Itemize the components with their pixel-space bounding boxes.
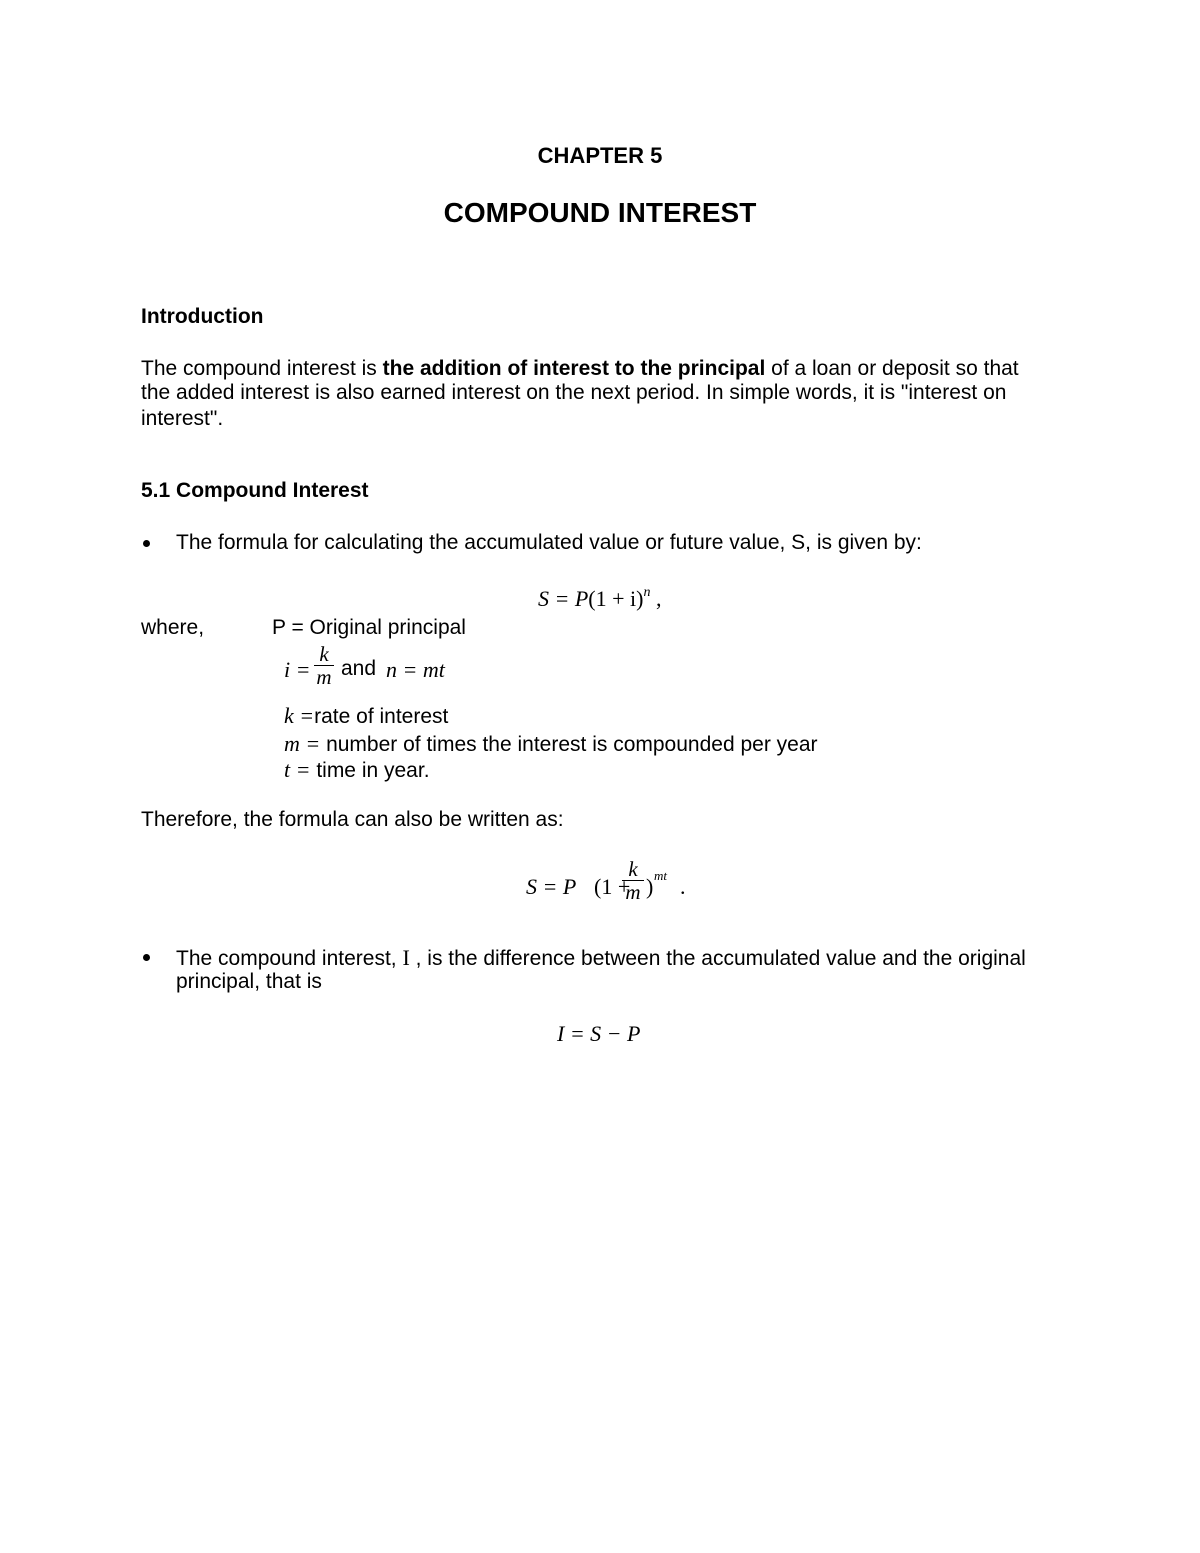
formula-2-tail: . [680, 874, 686, 899]
intro-line-1 [141, 357, 1019, 381]
def-principal: P = Original principal [272, 616, 466, 639]
formula-2-exponent: mt [654, 868, 667, 883]
bullet-1-text: The formula for calculating the accumulated value or future value, S, is given by: [176, 531, 922, 554]
formula-2-lhs: S = P [526, 874, 577, 899]
formula-interest: I = S − P [557, 1021, 641, 1046]
def-m [284, 731, 818, 757]
bullet-icon [143, 540, 150, 547]
k-symbol: k = [284, 703, 315, 728]
bullet-2-line-1 [176, 945, 1026, 971]
formula-2-fraction [622, 858, 644, 903]
and-word: and [341, 657, 377, 680]
formula-accumulated-value [538, 586, 661, 612]
bullet-2-text-a: The compound interest, [176, 947, 397, 970]
bullet-2-text-b: , is the difference between the accumulated value and the original [415, 947, 1026, 970]
page-title: COMPOUND INTEREST [443, 197, 757, 228]
where-label: where, [141, 616, 205, 639]
bullet-icon [143, 954, 150, 961]
I-symbol: I [402, 945, 410, 970]
formula-1-lhs: S = P [538, 586, 589, 611]
intro-text-bold: the addition of interest to the principal [382, 357, 766, 380]
formula-1-tail: , [655, 586, 662, 611]
formula-1-exponent: n [643, 585, 651, 600]
i-symbol: i = [284, 657, 311, 682]
fraction-k-over-m [314, 643, 334, 688]
def-k [284, 703, 448, 729]
fraction-numerator: k [319, 642, 329, 666]
formula-2-close: ) [646, 874, 654, 899]
fraction-denominator: m [316, 665, 332, 689]
formula-compound-expanded [526, 856, 696, 916]
formula-2-numerator: k [628, 857, 638, 881]
intro-line-3: interest". [141, 407, 224, 430]
therefore-text: Therefore, the formula can also be written as: [141, 808, 564, 831]
intro-text-b: of a loan or deposit so that [765, 357, 1019, 380]
def-k-text: rate of interest [314, 705, 449, 728]
formula-1-paren: (1 + i) [588, 586, 644, 611]
chapter-label: CHAPTER 5 [537, 143, 663, 168]
def-t-text: time in year. [316, 759, 430, 782]
m-symbol: m = [284, 731, 321, 756]
n-equation: n = mt [386, 657, 445, 682]
formula-2-denominator: m [625, 880, 641, 904]
intro-heading: Introduction [141, 305, 264, 328]
intro-line-2: the added interest is also earned interest on the next period. In simple words, it is "interest on [141, 381, 1007, 404]
bullet-2-line-2: principal, that is [176, 970, 322, 993]
def-m-text: number of times the interest is compounded per year [326, 733, 818, 756]
t-symbol: t = [284, 757, 311, 782]
def-t [284, 757, 430, 783]
intro-text-a: The compound interest is [141, 357, 383, 380]
section-heading: 5.1 Compound Interest [141, 479, 369, 502]
formula-2-open: (1 + [594, 874, 631, 899]
